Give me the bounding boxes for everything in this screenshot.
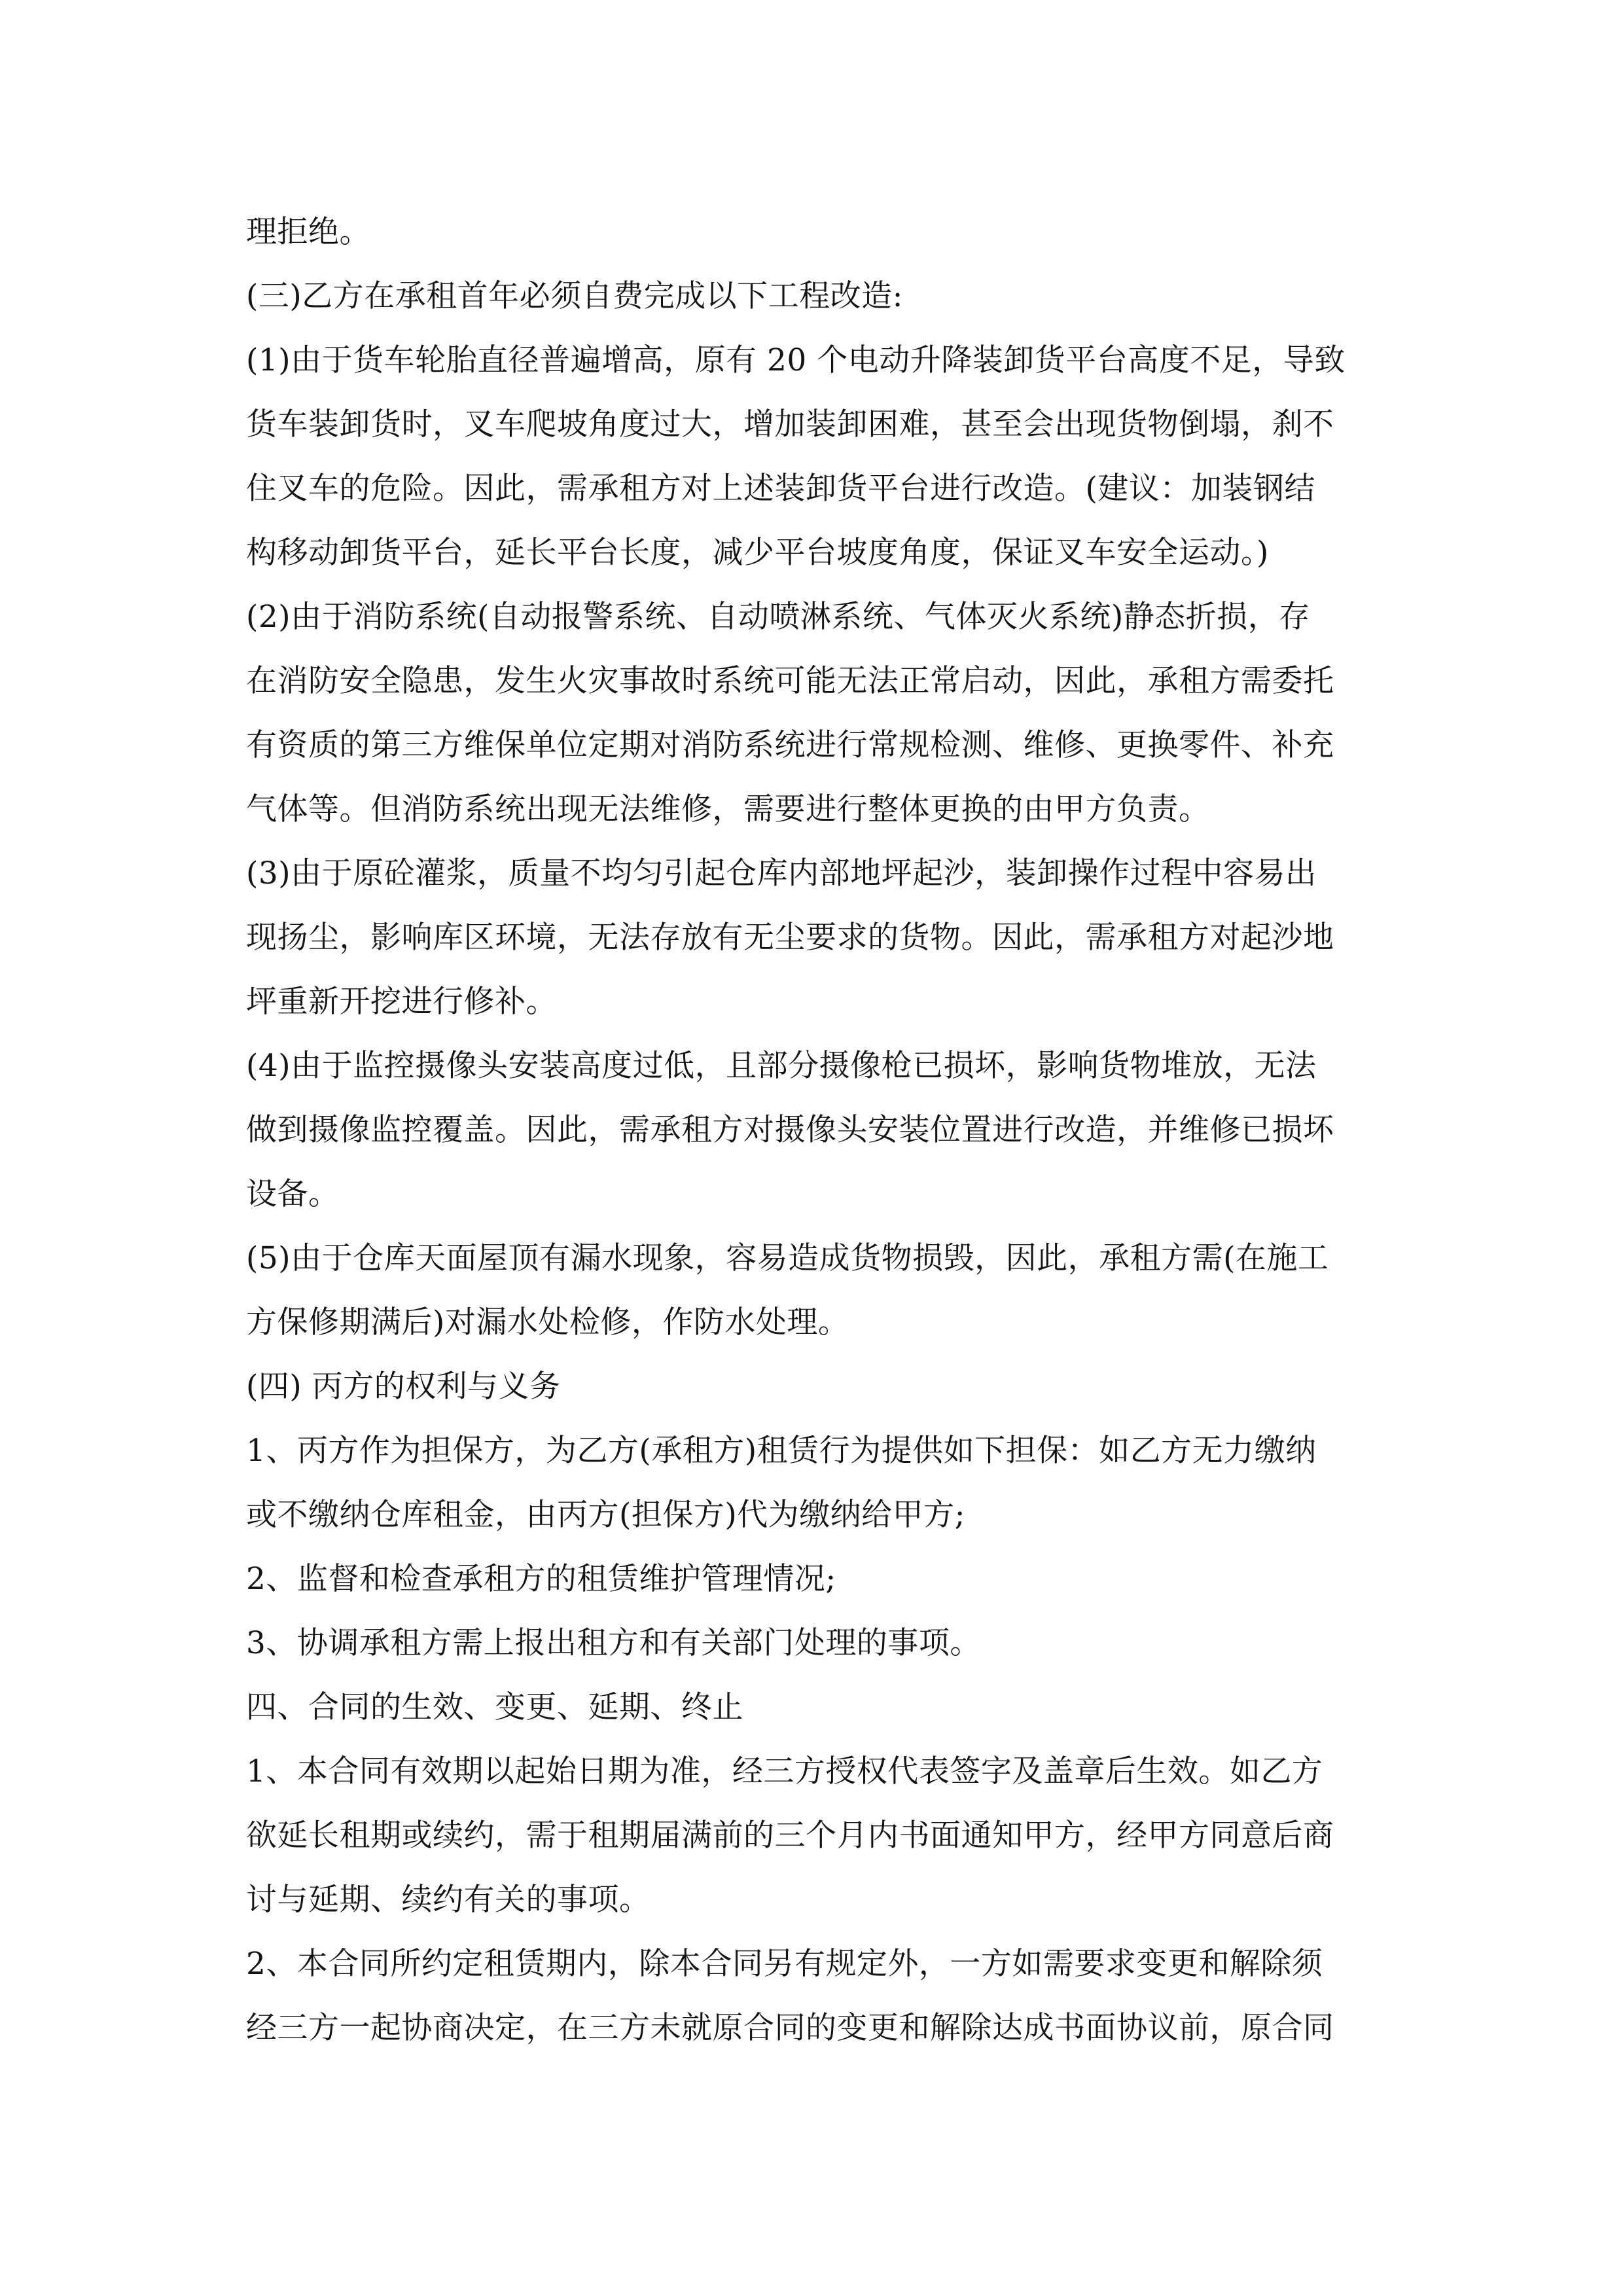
text-line: 经三方一起协商决定，在三方未就原合同的变更和解除达成书面协议前，原合同 xyxy=(246,2010,1334,2046)
text-line: 住叉车的危险。因此，需承租方对上述装卸货平台进行改造。(建议：加装钢结 xyxy=(246,471,1315,507)
text-line: 3、协调承租方需上报出租方和有关部门处理的事项。 xyxy=(246,1625,981,1661)
text-line: 在消防安全隐患，发生火灾事故时系统可能无法正常启动，因此，承租方需委托 xyxy=(246,663,1334,699)
section-heading: (四) 丙方的权利与义务 xyxy=(246,1369,561,1405)
text-line: 构移动卸货平台，延长平台长度，减少平台坡度角度，保证叉车安全运动。) xyxy=(246,535,1269,571)
text-line: 做到摄像监控覆盖。因此，需承租方对摄像头安装位置进行改造，并维修已损坏 xyxy=(246,1112,1334,1148)
text-line: 2、本合同所约定租赁期内，除本合同另有规定外，一方如需要求变更和解除须 xyxy=(246,1946,1323,1982)
text-line: 欲延长租期或续约，需于租期届满前的三个月内书面通知甲方，经甲方同意后商 xyxy=(246,1818,1334,1854)
text-line: 设备。 xyxy=(246,1176,340,1212)
text-line: (2)由于消防系统(自动报警系统、自动喷淋系统、气体灭火系统)静态折损，存 xyxy=(246,599,1310,635)
text-line: (1)由于货车轮胎直径普遍增高，原有 20 个电动升降装卸货平台高度不足，导致 xyxy=(246,342,1346,378)
text-line: 2、监督和检查承租方的租赁维护管理情况; xyxy=(246,1561,836,1597)
section-heading: 四、合同的生效、变更、延期、终止 xyxy=(246,1689,743,1725)
text-line: 货车装卸货时，叉车爬坡角度过大，增加装卸困难，甚至会出现货物倒塌，刹不 xyxy=(246,406,1334,442)
text-line: 坪重新开挖进行修补。 xyxy=(246,984,557,1020)
text-line: 方保修期满后)对漏水处检修，作防水处理。 xyxy=(246,1304,849,1340)
text-line: 气体等。但消防系统出现无法维修，需要进行整体更换的由甲方负责。 xyxy=(246,791,1210,827)
text-line: (5)由于仓库天面屋顶有漏水现象，容易造成货物损毁，因此，承租方需(在施工 xyxy=(246,1240,1329,1276)
text-line: (4)由于监控摄像头安装高度过低，且部分摄像枪已损坏，影响货物堆放，无法 xyxy=(246,1048,1317,1084)
text-line: 理拒绝。 xyxy=(246,214,370,250)
text-line: 现扬尘，影响库区环境，无法存放有无尘要求的货物。因此，需承租方对起沙地 xyxy=(246,920,1334,956)
text-line: 讨与延期、续约有关的事项。 xyxy=(246,1882,651,1918)
text-line: 或不缴纳仓库租金，由丙方(担保方)代为缴纳给甲方; xyxy=(246,1497,966,1533)
text-line: 有资质的第三方维保单位定期对消防系统进行常规检测、维修、更换零件、补充 xyxy=(246,727,1334,763)
document-body xyxy=(246,200,1378,2060)
text-line: 1、本合同有效期以起始日期为准，经三方授权代表签字及盖章后生效。如乙方 xyxy=(246,1753,1323,1789)
section-heading: (三)乙方在承租首年必须自费完成以下工程改造: xyxy=(246,278,904,314)
text-line: (3)由于原砼灌浆，质量不均匀引起仓库内部地坪起沙，装卸操作过程中容易出 xyxy=(246,855,1317,891)
text-line: 1、丙方作为担保方，为乙方(承租方)租赁行为提供如下担保：如乙方无力缴纳 xyxy=(246,1433,1317,1469)
